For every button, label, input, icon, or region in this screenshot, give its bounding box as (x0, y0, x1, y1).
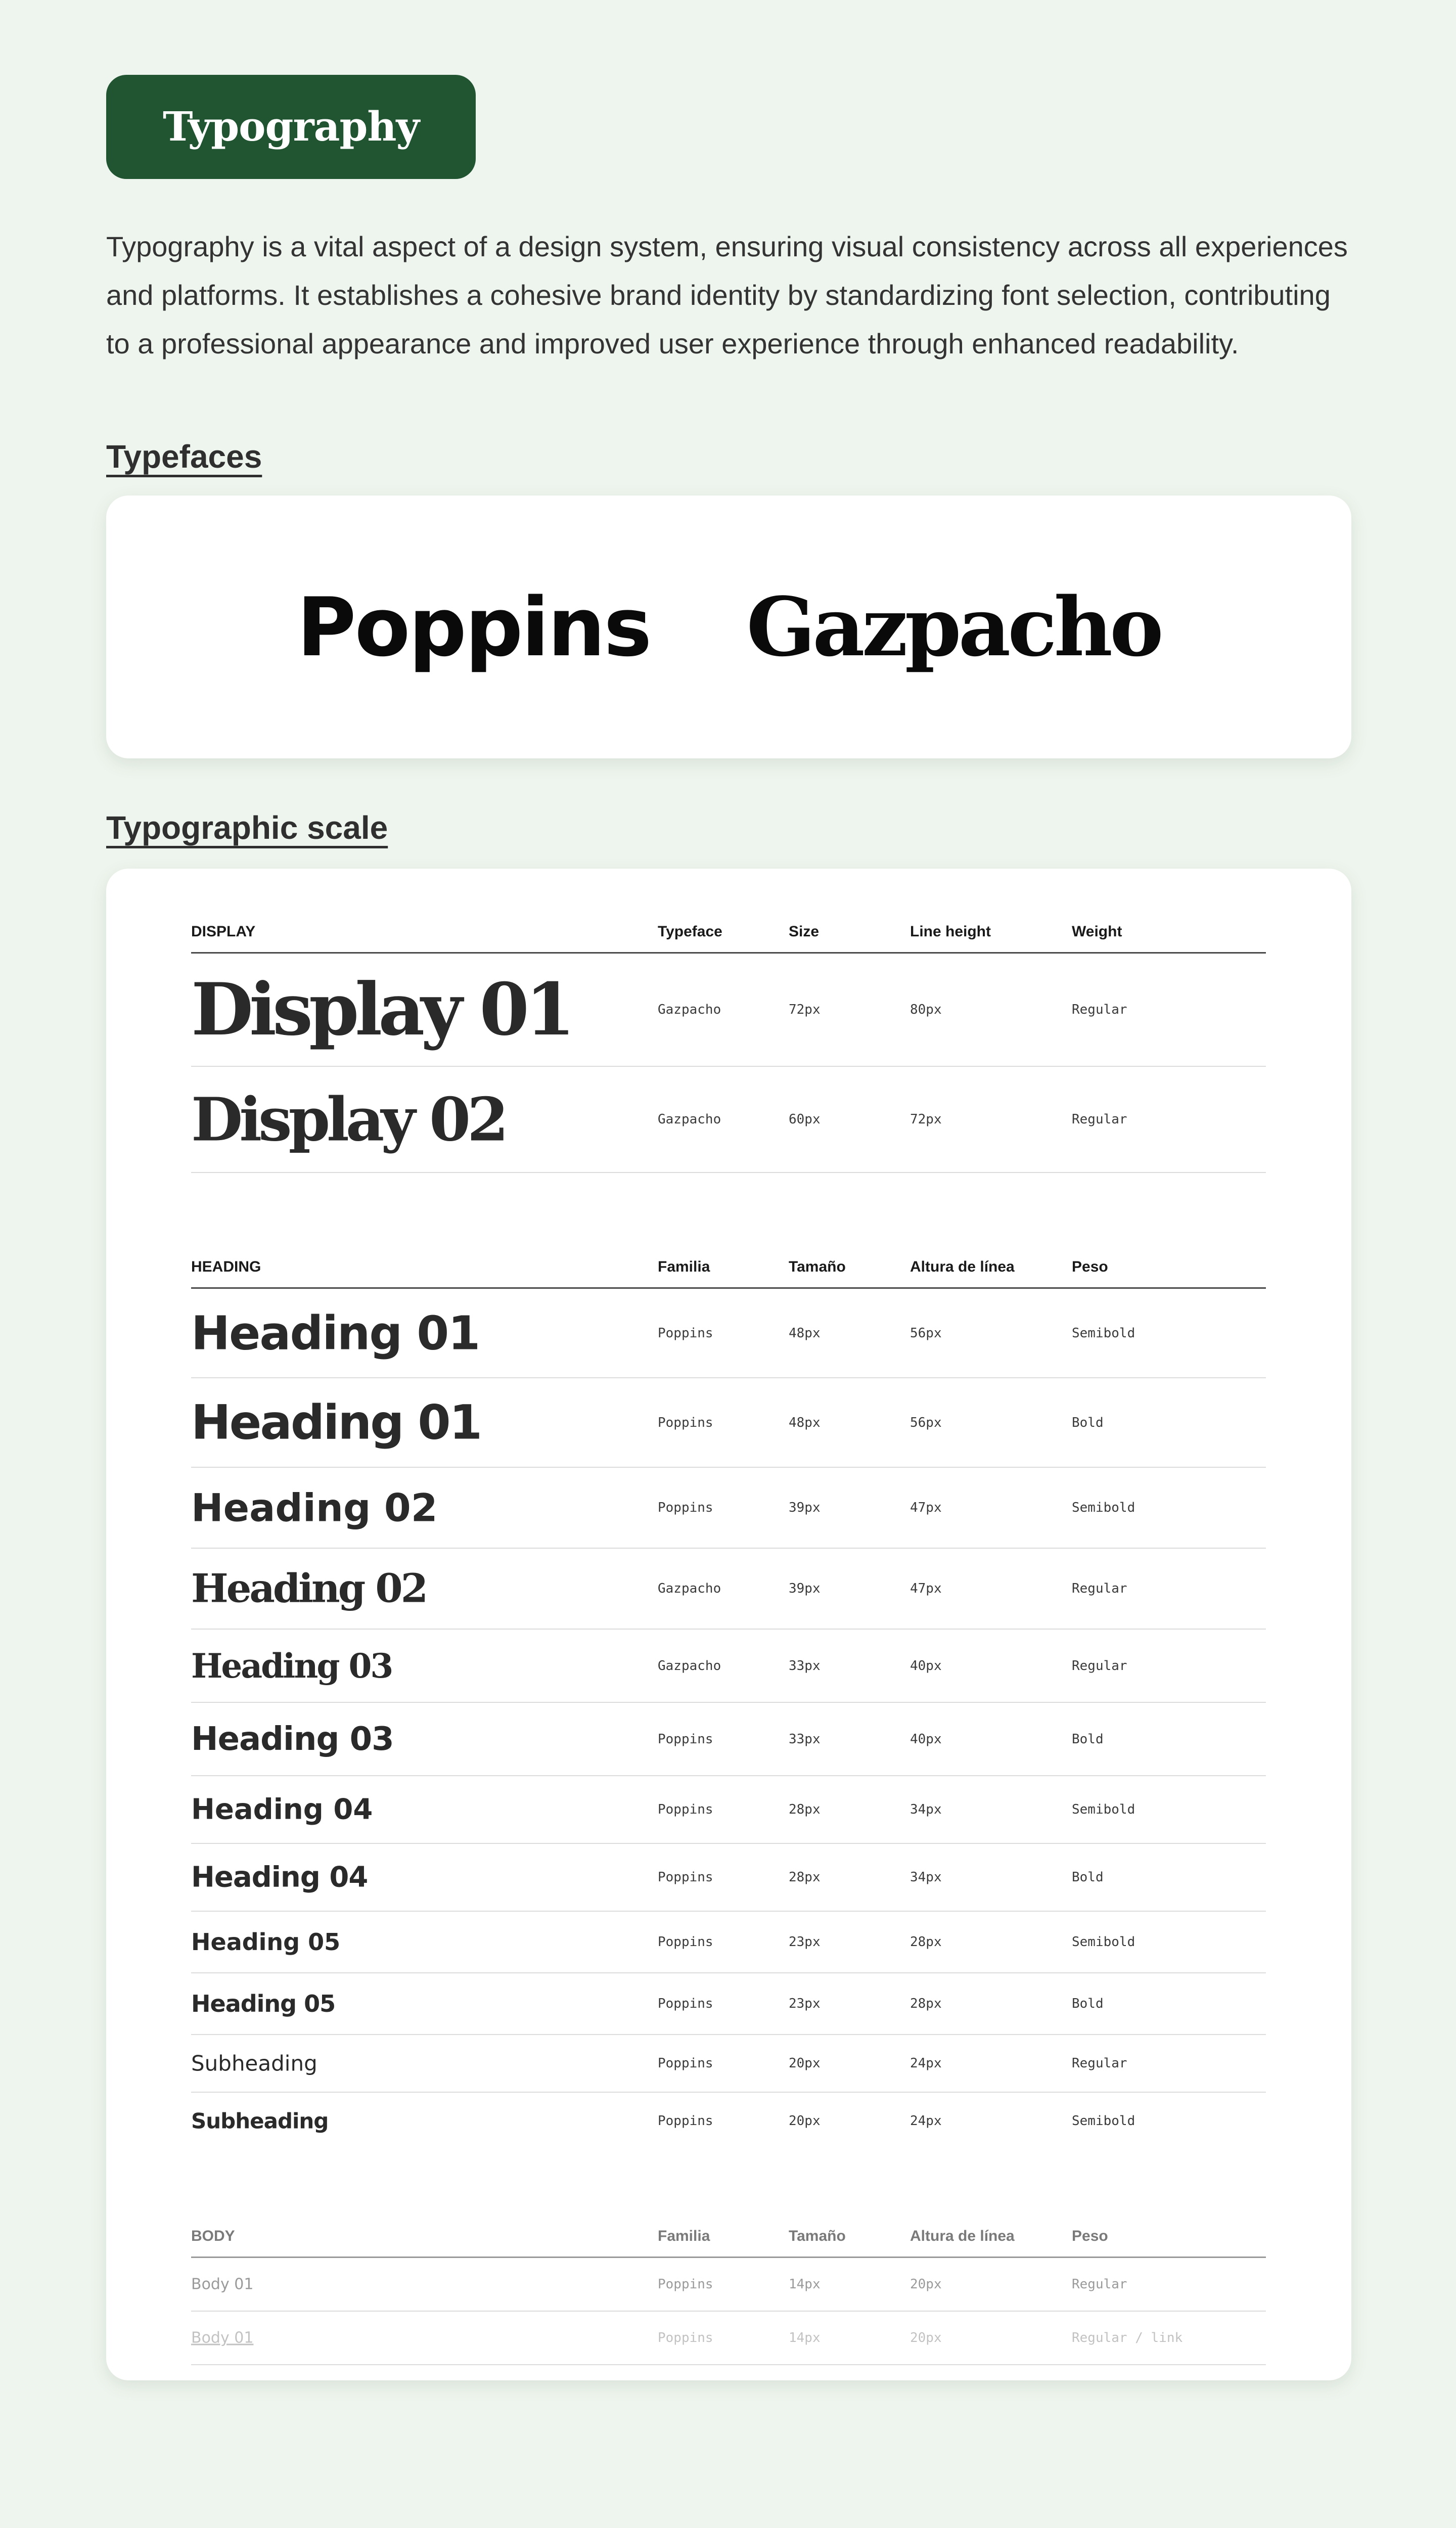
header-category: BODY (191, 2228, 235, 2244)
cell-weight: Bold (1072, 1415, 1104, 1430)
table-row (191, 1973, 1266, 2035)
header-line-height: Altura de línea (910, 1258, 1015, 1275)
header-weight: Peso (1072, 1258, 1108, 1275)
typography-page (106, 75, 1351, 2380)
typefaces-title: Typefaces (106, 438, 262, 475)
cell-weight: Regular (1072, 1002, 1127, 1017)
cell-family: Poppins (658, 2113, 713, 2129)
type-sample: Heading 03 (191, 1720, 394, 1758)
cell-size: 28px (789, 1870, 821, 1885)
table-row (191, 1912, 1266, 1973)
type-sample: Heading 05 (191, 1990, 336, 2017)
cell-family: Poppins (658, 1870, 713, 1885)
cell-weight: Semibold (1072, 1934, 1135, 1950)
table-row (191, 1703, 1266, 1776)
cell-line-height: 20px (910, 2277, 942, 2292)
table-row (191, 2312, 1266, 2365)
cell-weight: Regular (1072, 1581, 1127, 1596)
table-header (191, 912, 1266, 954)
cell-size: 72px (789, 1002, 821, 1017)
type-sample: Subheading (191, 2051, 317, 2076)
type-sample: Heading 01 (191, 1395, 481, 1450)
header-category: HEADING (191, 1258, 261, 1275)
cell-weight: Semibold (1072, 1325, 1135, 1341)
heading-table (191, 1247, 1266, 2149)
type-sample: Body 01 (191, 2275, 254, 2293)
table-row (191, 1067, 1266, 1173)
cell-line-height: 34px (910, 1870, 942, 1885)
cell-weight: Regular / link (1072, 2330, 1183, 2345)
type-sample: Heading 02 (191, 1565, 426, 1612)
cell-family: Poppins (658, 1325, 713, 1341)
type-sample: Heading 05 (191, 1928, 341, 1956)
cell-family: Gazpacho (658, 1581, 721, 1596)
cell-line-height: 56px (910, 1415, 942, 1430)
cell-family: Gazpacho (658, 1658, 721, 1674)
header-size: Tamaño (789, 1258, 846, 1275)
cell-weight: Semibold (1072, 1802, 1135, 1817)
cell-line-height: 40px (910, 1731, 942, 1747)
table-row (191, 1468, 1266, 1549)
header-weight: Weight (1072, 923, 1122, 940)
typographic-scale-card (106, 869, 1351, 2380)
cell-line-height: 47px (910, 1581, 942, 1596)
cell-line-height: 24px (910, 2113, 942, 2129)
cell-size: 39px (789, 1581, 821, 1596)
cell-size: 28px (789, 1802, 821, 1817)
cell-line-height: 20px (910, 2330, 942, 2345)
type-sample: Heading 02 (191, 1485, 438, 1530)
type-sample-link[interactable]: Body 01 (191, 2329, 254, 2347)
cell-size: 14px (789, 2277, 821, 2292)
cell-line-height: 47px (910, 1500, 942, 1515)
table-row (191, 2258, 1266, 2312)
cell-line-height: 56px (910, 1325, 942, 1341)
header-size: Size (789, 923, 820, 940)
cell-family: Poppins (658, 1934, 713, 1950)
header-weight: Peso (1072, 2228, 1108, 2244)
cell-family: Poppins (658, 1996, 713, 2011)
cell-size: 33px (789, 1658, 821, 1674)
cell-family: Poppins (658, 1415, 713, 1430)
cell-size: 48px (789, 1415, 821, 1430)
cell-weight: Bold (1072, 1870, 1104, 1885)
cell-family: Gazpacho (658, 1002, 721, 1017)
header-family: Familia (658, 1258, 710, 1275)
cell-size: 14px (789, 2330, 821, 2345)
cell-weight: Bold (1072, 1731, 1104, 1747)
cell-family: Poppins (658, 1500, 713, 1515)
typographic-scale-title: Typographic scale (106, 809, 388, 846)
type-sample: Heading 04 (191, 1861, 368, 1894)
page-title: Typography (106, 75, 476, 179)
cell-size: 39px (789, 1500, 821, 1515)
table-row (191, 1630, 1266, 1703)
header-family: Familia (658, 2228, 710, 2244)
header-category: DISPLAY (191, 923, 256, 940)
cell-line-height: 34px (910, 1802, 942, 1817)
typeface-poppins: Poppins (297, 579, 651, 674)
body-table (191, 2216, 1266, 2365)
typefaces-card (106, 495, 1351, 758)
cell-family: Poppins (658, 2056, 713, 2071)
header-line-height: Line height (910, 923, 991, 940)
type-sample: Heading 04 (191, 1793, 373, 1826)
cell-size: 33px (789, 1731, 821, 1747)
typeface-gazpacho: Gazpacho (746, 579, 1161, 674)
header-family: Typeface (658, 923, 722, 940)
cell-weight: Semibold (1072, 2113, 1135, 2129)
table-row (191, 1378, 1266, 1468)
cell-size: 48px (789, 1325, 821, 1341)
cell-line-height: 24px (910, 2056, 942, 2071)
table-row (191, 1776, 1266, 1844)
cell-family: Poppins (658, 2277, 713, 2292)
type-sample: Display 01 (191, 968, 571, 1052)
cell-size: 23px (789, 1996, 821, 2011)
table-row (191, 2093, 1266, 2149)
cell-family: Poppins (658, 1802, 713, 1817)
cell-family: Gazpacho (658, 1112, 721, 1127)
cell-weight: Regular (1072, 2277, 1127, 2292)
cell-weight: Bold (1072, 1996, 1104, 2011)
cell-line-height: 28px (910, 1934, 942, 1950)
type-sample: Subheading (191, 2108, 329, 2134)
cell-weight: Regular (1072, 1658, 1127, 1674)
cell-line-height: 72px (910, 1112, 942, 1127)
header-size: Tamaño (789, 2228, 846, 2244)
header-line-height: Altura de línea (910, 2228, 1015, 2244)
cell-size: 20px (789, 2056, 821, 2071)
table-header (191, 1247, 1266, 1289)
table-row (191, 1549, 1266, 1630)
intro-paragraph: Typography is a vital aspect of a design system, ensuring visual consistency across all experiences and platforms. It establishes a cohesive brand identity by standardizing font selection, contributing to a professional appearance and improved user experience through enhanced readability. (106, 231, 1348, 359)
type-sample: Heading 03 (191, 1646, 392, 1686)
type-sample: Display 02 (191, 1084, 506, 1155)
cell-weight: Regular (1072, 1112, 1127, 1127)
cell-family: Poppins (658, 2330, 713, 2345)
cell-size: 20px (789, 2113, 821, 2129)
cell-weight: Semibold (1072, 1500, 1135, 1515)
cell-line-height: 80px (910, 1002, 942, 1017)
table-row (191, 2035, 1266, 2093)
cell-line-height: 28px (910, 1996, 942, 2011)
cell-size: 23px (789, 1934, 821, 1950)
cell-weight: Regular (1072, 2056, 1127, 2071)
cell-line-height: 40px (910, 1658, 942, 1674)
type-sample: Heading 01 (191, 1306, 480, 1360)
cell-size: 60px (789, 1112, 821, 1127)
display-table (191, 912, 1266, 1173)
table-row (191, 1844, 1266, 1912)
table-row (191, 954, 1266, 1067)
table-row (191, 1289, 1266, 1378)
table-header (191, 2216, 1266, 2258)
cell-family: Poppins (658, 1731, 713, 1747)
